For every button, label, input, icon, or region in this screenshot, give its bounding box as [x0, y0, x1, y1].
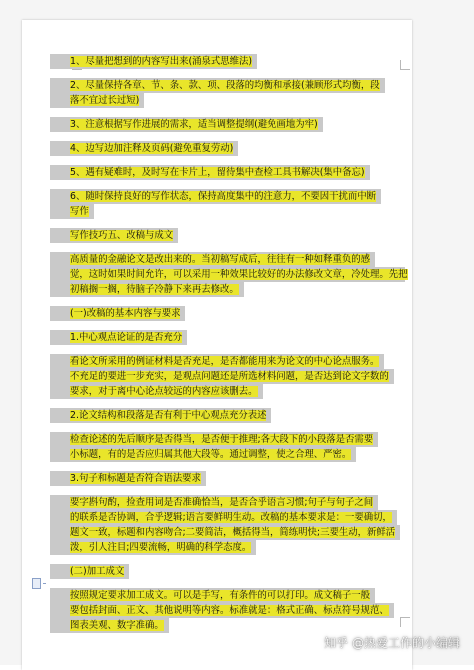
highlighted-text: 觉，这时如果时间允许，可以采用一种效果比较好的办法修改文章，冷处理。先把: [70, 269, 408, 280]
paragraph: [70, 78, 400, 108]
highlighted-text: 写作: [70, 206, 89, 217]
highlighted-text: 图表美观、数字准确。: [70, 620, 164, 631]
margin-marker-bottom-right: [400, 617, 410, 627]
paragraph-line: [50, 447, 356, 462]
paragraph-line: [50, 471, 206, 486]
paragraph-line: [50, 54, 257, 69]
highlighted-text: 的联系是否协调，合乎逻辑;语言要鲜明生动。改稿的基本要求是：一要确切，: [70, 512, 392, 523]
paragraph-line: [50, 306, 185, 321]
highlighted-text: 落不宜过长过短): [70, 95, 140, 106]
paragraph-line: [50, 495, 378, 510]
paragraph: [70, 228, 400, 243]
paragraph: [70, 354, 400, 399]
paragraph-line: [50, 93, 144, 108]
paragraph-line: [50, 408, 271, 423]
paragraph: [70, 408, 400, 423]
paragraph-line: [50, 267, 408, 282]
paragraph: [70, 54, 400, 69]
paragraph-line: [50, 510, 397, 525]
highlighted-text: 小标题，有的是否应归属其他大段等。通过调整，使之合理、严密。: [70, 449, 352, 460]
paragraph-line: [50, 165, 370, 180]
highlighted-text: 1.中心观点论证的是否充分: [70, 332, 183, 343]
paragraph-line: [50, 204, 94, 219]
paragraph-line: [50, 603, 394, 618]
highlighted-text: 2.论文结构和段落是否有利于中心观点充分表述: [70, 410, 267, 421]
highlighted-text: 写作技巧五、改稿与成文: [70, 230, 174, 241]
paragraph-line: [50, 354, 384, 369]
paragraph-line: [50, 384, 263, 399]
paragraph-line: [50, 141, 238, 156]
highlighted-text: 检查论述的先后顺序是否得当，是否便于推理;各大段下的小段落是否需要: [70, 434, 374, 445]
highlighted-text: (一)改稿的基本内容与要求: [70, 308, 181, 319]
paragraph: [70, 330, 400, 345]
paragraph-line: [50, 432, 378, 447]
paragraph: [70, 117, 400, 132]
paragraph-line: [50, 78, 385, 93]
highlighted-text: 3.句子和标题是否符合语法要求: [70, 473, 201, 484]
highlighted-text: 要包括封面、正文、其他说明等内容。标准就是：格式正确、标点符号规范、: [70, 605, 389, 616]
paragraph-line: [50, 540, 256, 555]
highlighted-text: 按照规定要求加工成文。可以是手写，有条件的可以打印。成文稿子一般: [70, 590, 371, 601]
paragraph: [70, 588, 400, 633]
highlighted-text: 5、遇有疑难时，及时写在卡片上，留待集中查检工具书解决(集中备忘): [70, 167, 365, 178]
margin-marker-top-right: [400, 60, 410, 70]
paragraph-line: [50, 588, 375, 603]
highlighted-text: 1、尽量把想到的内容写出来(涌泉式思维法): [70, 56, 253, 67]
paragraph-line: [50, 117, 323, 132]
paste-options-icon[interactable]: [32, 578, 41, 589]
highlighted-text: (二)加工成文: [70, 566, 125, 577]
paragraph: [70, 141, 400, 156]
highlighted-text: 2、尽量保持各章、节、条、款、项、段落的均衡和承接(兼顾形式均衡，段: [70, 80, 380, 91]
watermark: 知乎 @热爱工作的小编辑: [324, 636, 460, 650]
paragraph-line: [50, 564, 129, 579]
paragraph: [70, 189, 400, 219]
document-body[interactable]: [70, 54, 408, 642]
paragraph: [70, 165, 400, 180]
highlighted-text: 题文一致，标题和内容吻合;二要简洁，概括得当，简练明快;三要生动，新鲜活: [70, 527, 396, 538]
highlighted-text: 高质量的金融论文是改出来的。当初稿写成后，往往有一种如释重负的感: [70, 254, 371, 265]
paragraph-line: [50, 525, 400, 540]
highlighted-text: 看论文所采用的例证材料是否充足，是否都能用来为论文的中心论点服务。: [70, 356, 380, 367]
paragraph: [70, 471, 400, 486]
highlighted-text: 初稿搁一搁，待脑子冷静下来再去修改。: [70, 284, 239, 295]
highlighted-text: 3、注意根据写作进展的需求，适当调整提纲(避免画地为牢): [70, 119, 318, 130]
paragraph-line: [50, 189, 381, 204]
paragraph: [70, 432, 400, 462]
paragraph: [70, 495, 400, 555]
highlighted-text: 要求，对于离中心论点较远的内容应该删去。: [70, 386, 258, 397]
paragraph-line: [50, 228, 178, 243]
paragraph-line: [50, 282, 244, 297]
highlighted-text: 泼，引人注目;四要流畅，明确的科学态度。: [70, 542, 252, 553]
paragraph-line: [50, 330, 187, 345]
highlighted-text: 4、边写边加注释及页码(避免重复劳动): [70, 143, 234, 154]
paragraph: [70, 306, 400, 321]
highlighted-text: 不充足的要进一步充实，是观点问题还是所选材料问题，是否达到论文字数的: [70, 371, 389, 382]
paragraph-line: [50, 369, 394, 384]
paragraph: [70, 564, 400, 579]
paragraph-line: [50, 618, 169, 633]
paragraph-line: [50, 252, 375, 267]
highlighted-text: 要字斟句酌，捡查用词是否准确恰当，是否合乎语言习惯;句子与句子之间: [70, 497, 374, 508]
paragraph: [70, 252, 408, 297]
highlighted-text: 6、随时保持良好的写作状态，保持高度集中的注意力，不要因干扰而中断: [70, 191, 376, 202]
